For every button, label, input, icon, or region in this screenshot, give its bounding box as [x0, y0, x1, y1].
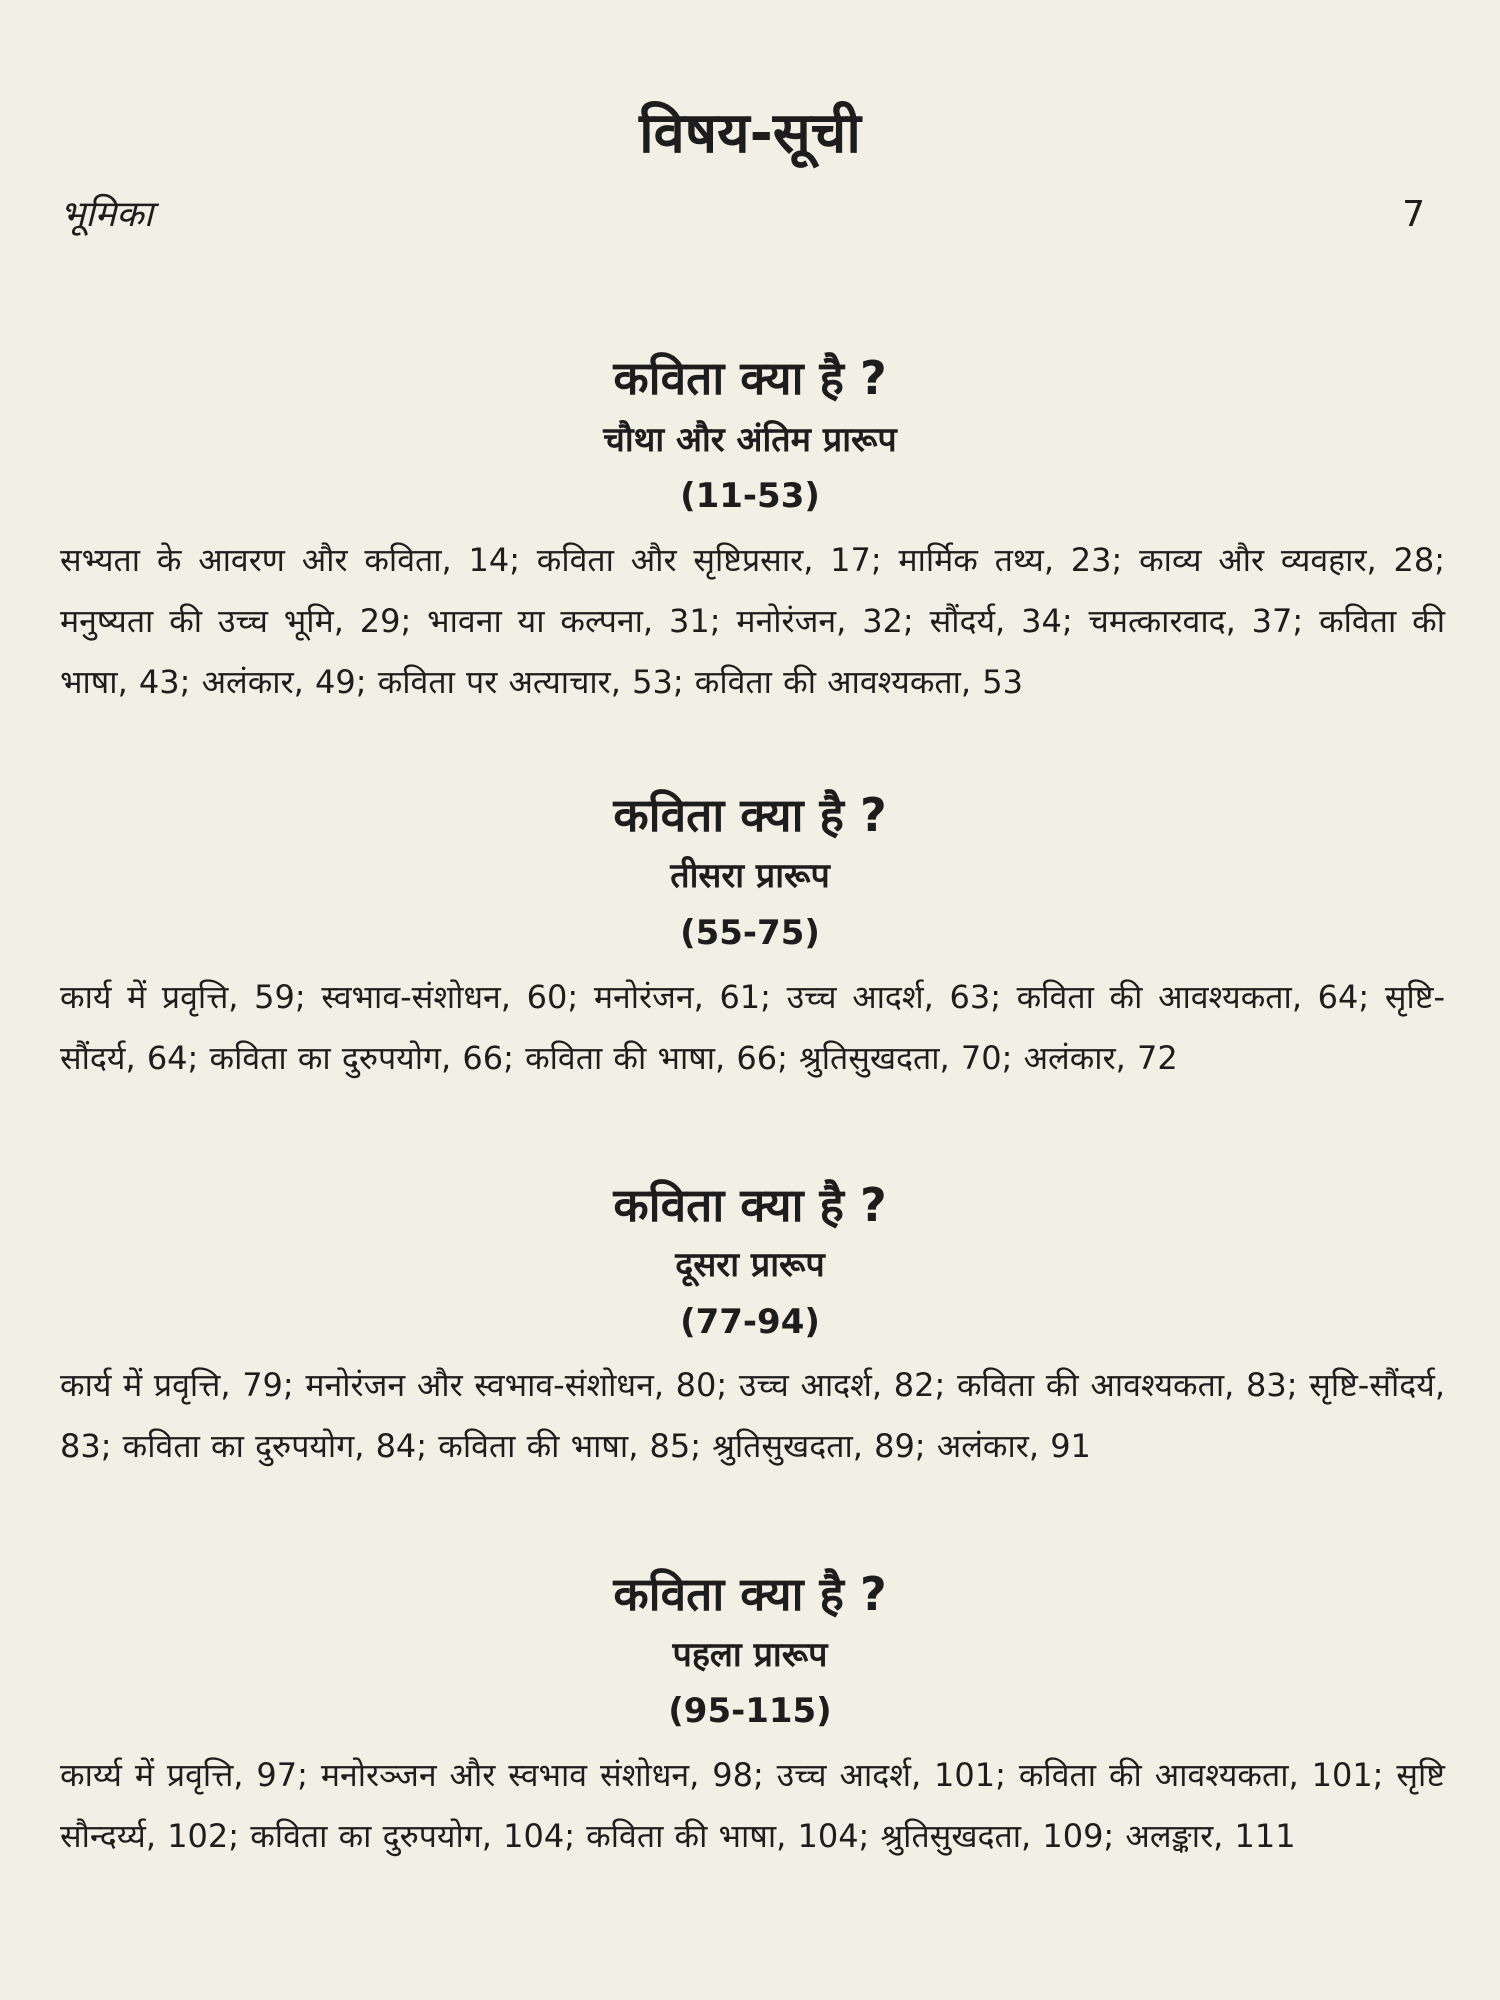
section-range-3: (77-94): [680, 1302, 820, 1342]
section-entries-4: कार्य्य में प्रवृत्ति, 97; मनोरञ्जन और स्वभाव संशोधन, 98; उच्च आदर्श, 101; कविता की आवश्यकता, 101; सृष्टि सौन्दर्य्य, 102; कविता का दुरुपयोग, 104; कविता की भाषा, 104; श्रुतिसुखदता, 109; अलङ्कार, 111: [60, 1756, 1445, 1855]
section-title-3: कविता क्या है ?: [613, 1178, 887, 1232]
section-title-4: कविता क्या है ?: [613, 1567, 887, 1621]
section-range-1: (11-53): [680, 476, 820, 516]
section-subtitle-3: दूसरा प्रारूप: [675, 1245, 825, 1285]
section-title-2: कविता क्या है ?: [613, 788, 887, 842]
intro-entry: [60, 188, 1425, 237]
section-entries-3: कार्य में प्रवृत्ति, 79; मनोरंजन और स्वभाव-संशोधन, 80; उच्च आदर्श, 82; कविता की आवश्यकता, 83; सृष्टि-सौंदर्य, 83; कविता का दुरुपयोग, 84; कविता की भाषा, 85; श्रुतिसुखदता, 89; अलंकार, 91: [60, 1366, 1445, 1465]
page-title: विषय-सूची: [639, 101, 861, 166]
section-range-4: (95-115): [668, 1691, 832, 1731]
intro-page-number: 7: [1402, 194, 1425, 235]
section-subtitle-4: पहला प्रारूप: [672, 1635, 828, 1675]
section-subtitle-2: तीसरा प्रारूप: [670, 856, 830, 896]
section-subtitle-1: चौथा और अंतिम प्रारूप: [603, 420, 897, 460]
section-range-2: (55-75): [680, 913, 820, 953]
section-entries-1: सभ्यता के आवरण और कविता, 14; कविता और सृष्टिप्रसार, 17; मार्मिक तथ्य, 23; काव्य और व्यवहार, 28; मनुष्यता की उच्च भूमि, 29; भावना या कल्पना, 31; मनोरंजन, 32; सौंदर्य, 34; चमत्कारवाद, 37; कविता की भाषा, 43; अलंकार, 49; कविता पर अत्याचार, 53; कविता की आवश्यकता, 53: [60, 541, 1445, 701]
section-entries-2: कार्य में प्रवृत्ति, 59; स्वभाव-संशोधन, 60; मनोरंजन, 61; उच्च आदर्श, 63; कविता की आवश्यकता, 64; सृष्टि-सौंदर्य, 64; कविता का दुरुपयोग, 66; कविता की भाषा, 66; श्रुतिसुखदता, 70; अलंकार, 72: [60, 978, 1445, 1077]
intro-label: भूमिका: [60, 194, 154, 235]
section-title-1: कविता क्या है ?: [613, 351, 887, 405]
